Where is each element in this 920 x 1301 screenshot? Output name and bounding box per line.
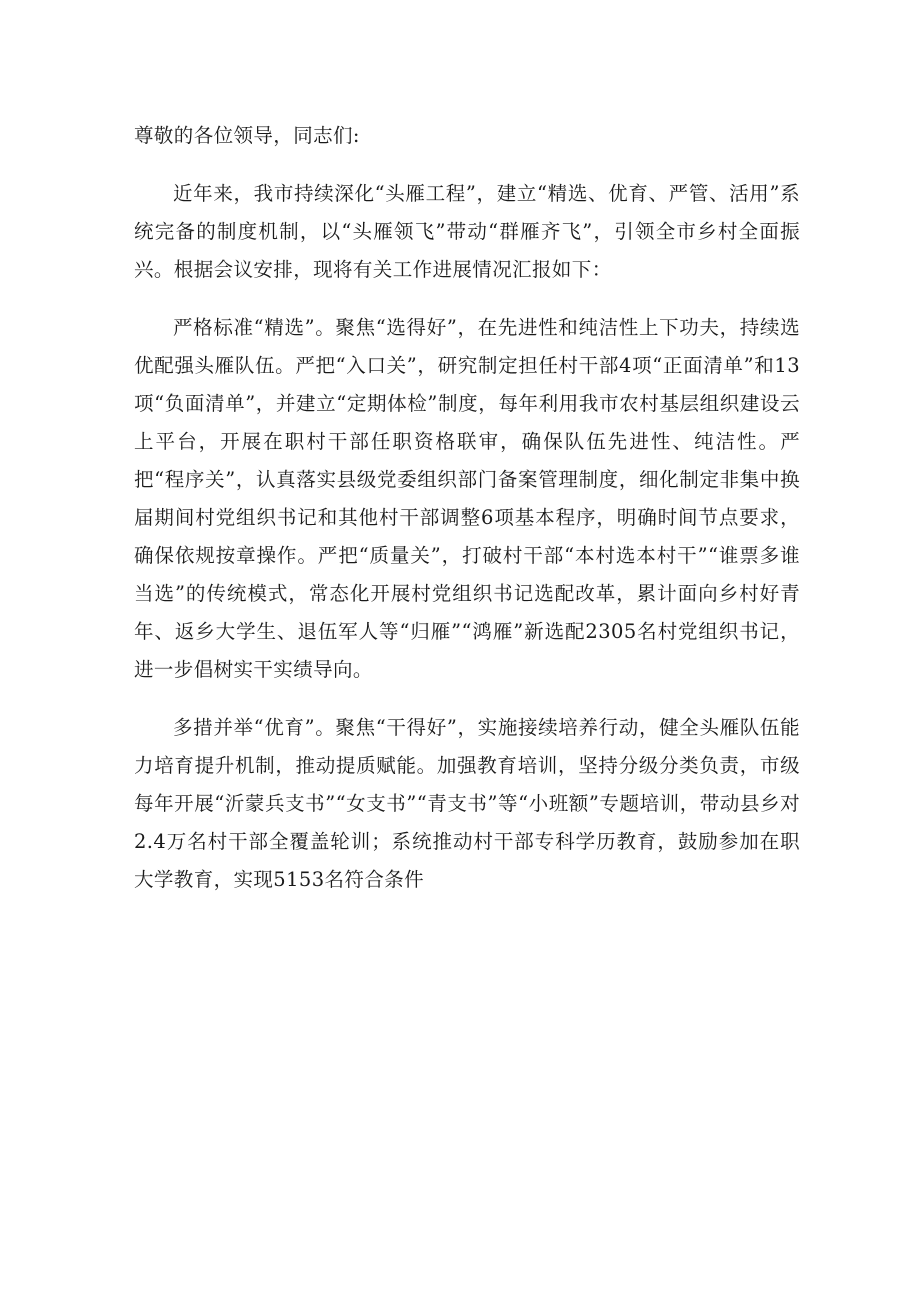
salutation: 尊敬的各位领导，同志们: (134, 124, 360, 147)
paragraph-training: 多措并举“优育”。聚焦“干得好”，实施接续培养行动，健全头雁队伍能力培育提升机制，推动提质赋能。加强教育培训，坚持分级分类负责，市级每年开展“沂蒙兵支书”“女支书”“青支书”等“小班额”专题培训，带动县乡对2.4万名村干部全覆盖轮训；系统推动村干部专科学历教育，鼓励参加在职大学教育，实现5153名符合条件 (134, 716, 800, 891)
paragraph-selection: 严格标准“精选”。聚焦“选得好”，在先进性和纯洁性上下功夫，持续选优配强头雁队伍。严把“入口关”，研究制定担任村干部4项“正面清单”和13项“负面清单”，并建立“定期体检”制度，每年利用我市农村基层组织建设云上平台，开展在职村干部任职资格联审，确保队伍先进性、纯洁性。严把“程序关”，认真落实县级党委组织部门备案管理制度，细化制定非集中换届期间村党组织书记和其他村干部调整6项基本程序，明确时间节点要求，确保依规按章操作。严把“质量关”，打破村干部“本村选本村干”“谁票多谁当选”的传统模式，常态化开展村党组织书记选配改革，累计面向乡村好青年、返乡大学生、退伍军人等“归雁”“鸿雁”新选配2305名村党组织书记，进一步倡树实干实绩导向。 (134, 316, 800, 681)
document-body (134, 117, 800, 919)
paragraph-intro: 近年来，我市持续深化“头雁工程”，建立“精选、优育、严管、活用”系统完备的制度机制，以“头雁领飞”带动“群雁齐飞”，引领全市乡村全面振兴。根据会议安排，现将有关工作进展情况汇报如下： (134, 182, 800, 281)
